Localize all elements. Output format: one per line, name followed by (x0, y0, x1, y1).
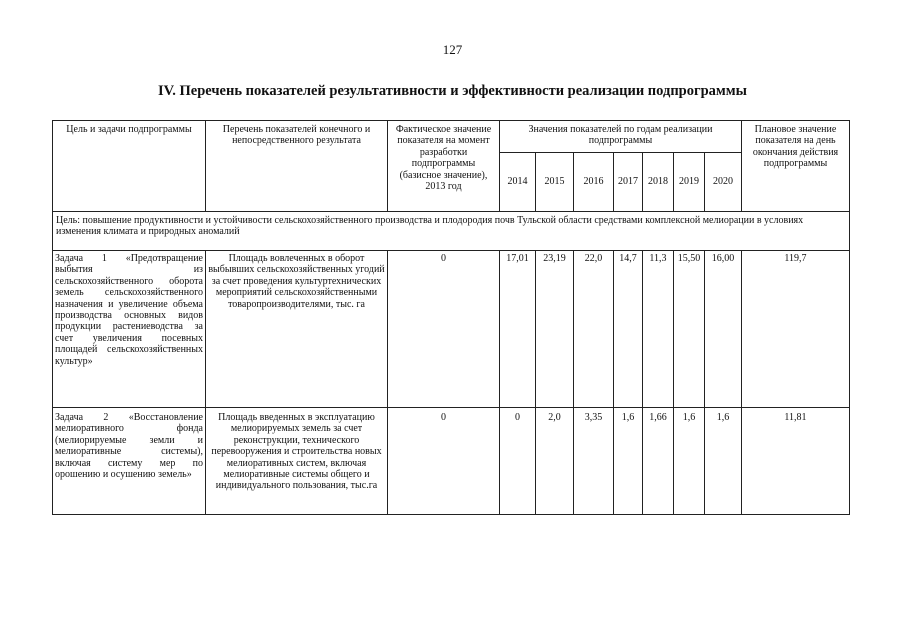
indicators-table (52, 120, 850, 515)
year-value-cell: 1,6 (614, 408, 643, 515)
header-year: 2020 (705, 153, 742, 212)
header-year: 2016 (574, 153, 614, 212)
year-value-cell: 17,01 (500, 251, 536, 408)
indicator-cell: Площадь вовлеченных в оборот выбывших сельскохозяйственных угодий за счет проведения культуртехнических мероприятий сельскохозяйственными товаропроизводителями, тыс. га (206, 251, 388, 408)
actual-value-cell: 0 (388, 251, 500, 408)
table-row (53, 408, 850, 515)
year-value-cell: 11,3 (643, 251, 674, 408)
header-year: 2015 (536, 153, 574, 212)
year-value-cell: 15,50 (674, 251, 705, 408)
header-actual-value: Фактическое значение показателя на момент разработки подпрограммы (базисное значение), 2013 год (388, 121, 500, 212)
year-value-cell: 2,0 (536, 408, 574, 515)
header-planned-value: Плановое значение показателя на день окончания действия подпрограммы (742, 121, 850, 212)
task-cell: Задача 1 «Предотвращение выбытия из сельскохозяйственного оборота земель сельскохозяйственного назначения и увеличение объема производства основных видов продукции растениеводства за счет увеличения посевных площадей сельскохозяйственных культур» (53, 251, 206, 408)
header-indicators: Перечень показателей конечного и непосредственного результата (206, 121, 388, 212)
planned-value-cell: 119,7 (742, 251, 850, 408)
indicator-cell: Площадь введенных в эксплуатацию мелиорируемых земель за счет реконструкции, технического перевооружения и строительства новых мелиоративных систем, включая мелиоративные системы общего и индивидуального пользования, тыс.га (206, 408, 388, 515)
section-title: IV. Перечень показателей результативности и эффективности реализации подпрограммы (158, 83, 747, 99)
year-value-cell: 16,00 (705, 251, 742, 408)
year-value-cell: 14,7 (614, 251, 643, 408)
header-year: 2014 (500, 153, 536, 212)
actual-value-cell: 0 (388, 408, 500, 515)
year-value-cell: 1,6 (705, 408, 742, 515)
task-cell: Задача 2 «Восстановление мелиоративного фонда (мелиорируемые земли и мелиоративные системы), включая систему мер по орошению и осушению земель» (53, 408, 206, 515)
header-year: 2017 (614, 153, 643, 212)
header-year: 2018 (643, 153, 674, 212)
table-row (53, 251, 850, 408)
program-goal-row: Цель: повышение продуктивности и устойчивости сельскохозяйственного производства и плодородия почв Тульской области средствами комплексной мелиорации в условиях изменения климата и природных аномалий (53, 212, 850, 251)
year-value-cell: 23,19 (536, 251, 574, 408)
year-value-cell: 22,0 (574, 251, 614, 408)
header-years-group: Значения показателей по годам реализации подпрограммы (500, 121, 742, 153)
header-goal: Цель и задачи подпрограммы (53, 121, 206, 212)
year-value-cell: 0 (500, 408, 536, 515)
year-value-cell: 1,6 (674, 408, 705, 515)
year-value-cell: 1,66 (643, 408, 674, 515)
year-value-cell: 3,35 (574, 408, 614, 515)
header-year: 2019 (674, 153, 705, 212)
planned-value-cell: 11,81 (742, 408, 850, 515)
page-number: 127 (442, 42, 463, 57)
